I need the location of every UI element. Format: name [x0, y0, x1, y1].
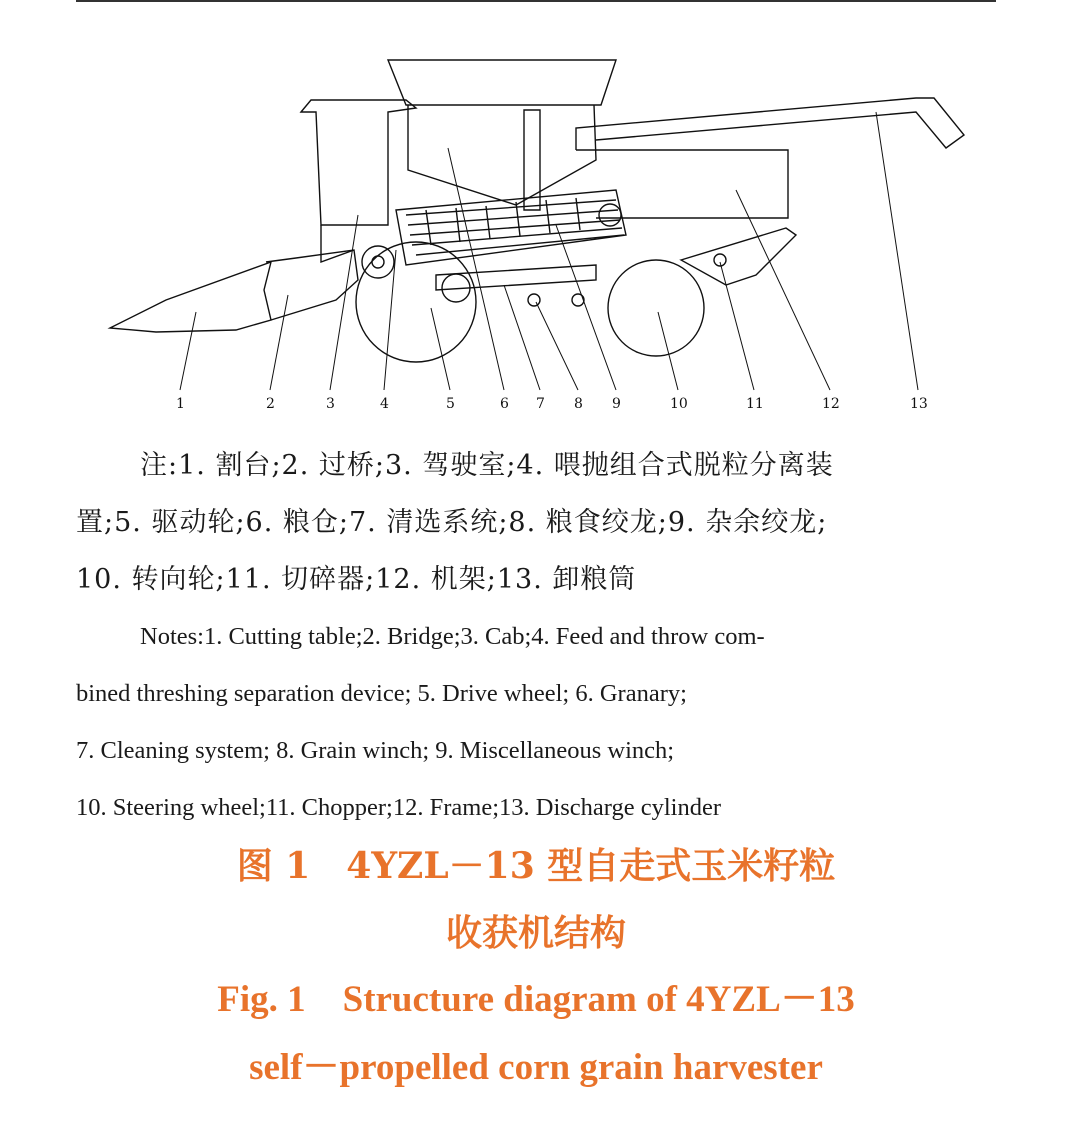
callout-13: 13: [910, 396, 928, 412]
caption-cn-line-2: 收获机结构: [445, 912, 626, 954]
caption-en-line-1: Fig. 1 Structure diagram of 4YZL－13: [217, 979, 855, 1020]
feed-drum: [362, 246, 394, 278]
granary: [388, 60, 616, 105]
callout-2: 2: [266, 396, 275, 412]
callout-7: 7: [536, 396, 545, 412]
notes-english: [76, 608, 996, 836]
discharge-cylinder: [576, 98, 964, 150]
notes-cn-line-1: 注:1. 割台;2. 过桥;3. 驾驶室;4. 喂抛组合式脱粒分离装: [140, 450, 834, 481]
callout-4: 4: [380, 396, 389, 412]
callout-8: 8: [574, 396, 583, 412]
cab: [301, 100, 416, 225]
notes-en-line-2: bined threshing separation device; 5. Drive wheel; 6. Granary;: [76, 680, 687, 707]
steering-wheel: [608, 260, 704, 356]
notes-en-line-1: Notes:1. Cutting table;2. Bridge;3. Cab;4. Feed and throw com-: [140, 623, 765, 650]
caption-en-line-2: self－propelled corn grain harvester: [249, 1047, 823, 1088]
caption-cn-line-1: 图 1 4YZL－13 型自走式玉米籽粒: [236, 845, 836, 887]
top-rule: [76, 0, 996, 2]
notes-cn-line-2: 置;5. 驱动轮;6. 粮仓;7. 清选系统;8. 粮食绞龙;9. 杂余绞龙;: [76, 507, 828, 538]
harvester-drawing: [96, 50, 976, 422]
callout-3: 3: [326, 396, 335, 412]
cutting-table: [110, 262, 271, 332]
grain-auger: [528, 294, 540, 306]
callout-9: 9: [612, 396, 621, 412]
notes-en-line-4: 10. Steering wheel;11. Chopper;12. Frame;13. Discharge cylinder: [76, 794, 722, 821]
callout-11: 11: [746, 396, 764, 412]
notes-chinese: [76, 437, 996, 608]
notes-cn-line-3: 10. 转向轮;11. 切碎器;12. 机架;13. 卸粮筒: [76, 564, 637, 595]
callout-5: 5: [446, 396, 455, 412]
notes-en-line-3: 7. Cleaning system; 8. Grain winch; 9. Miscellaneous winch;: [76, 737, 675, 764]
harvester-structure-figure: [96, 50, 976, 422]
callout-10: 10: [670, 396, 688, 412]
bridge: [266, 250, 358, 320]
chopper: [714, 254, 726, 266]
callout-1: 1: [176, 396, 185, 412]
callout-12: 12: [822, 396, 840, 412]
callout-6: 6: [500, 396, 509, 412]
frame: [576, 150, 788, 218]
